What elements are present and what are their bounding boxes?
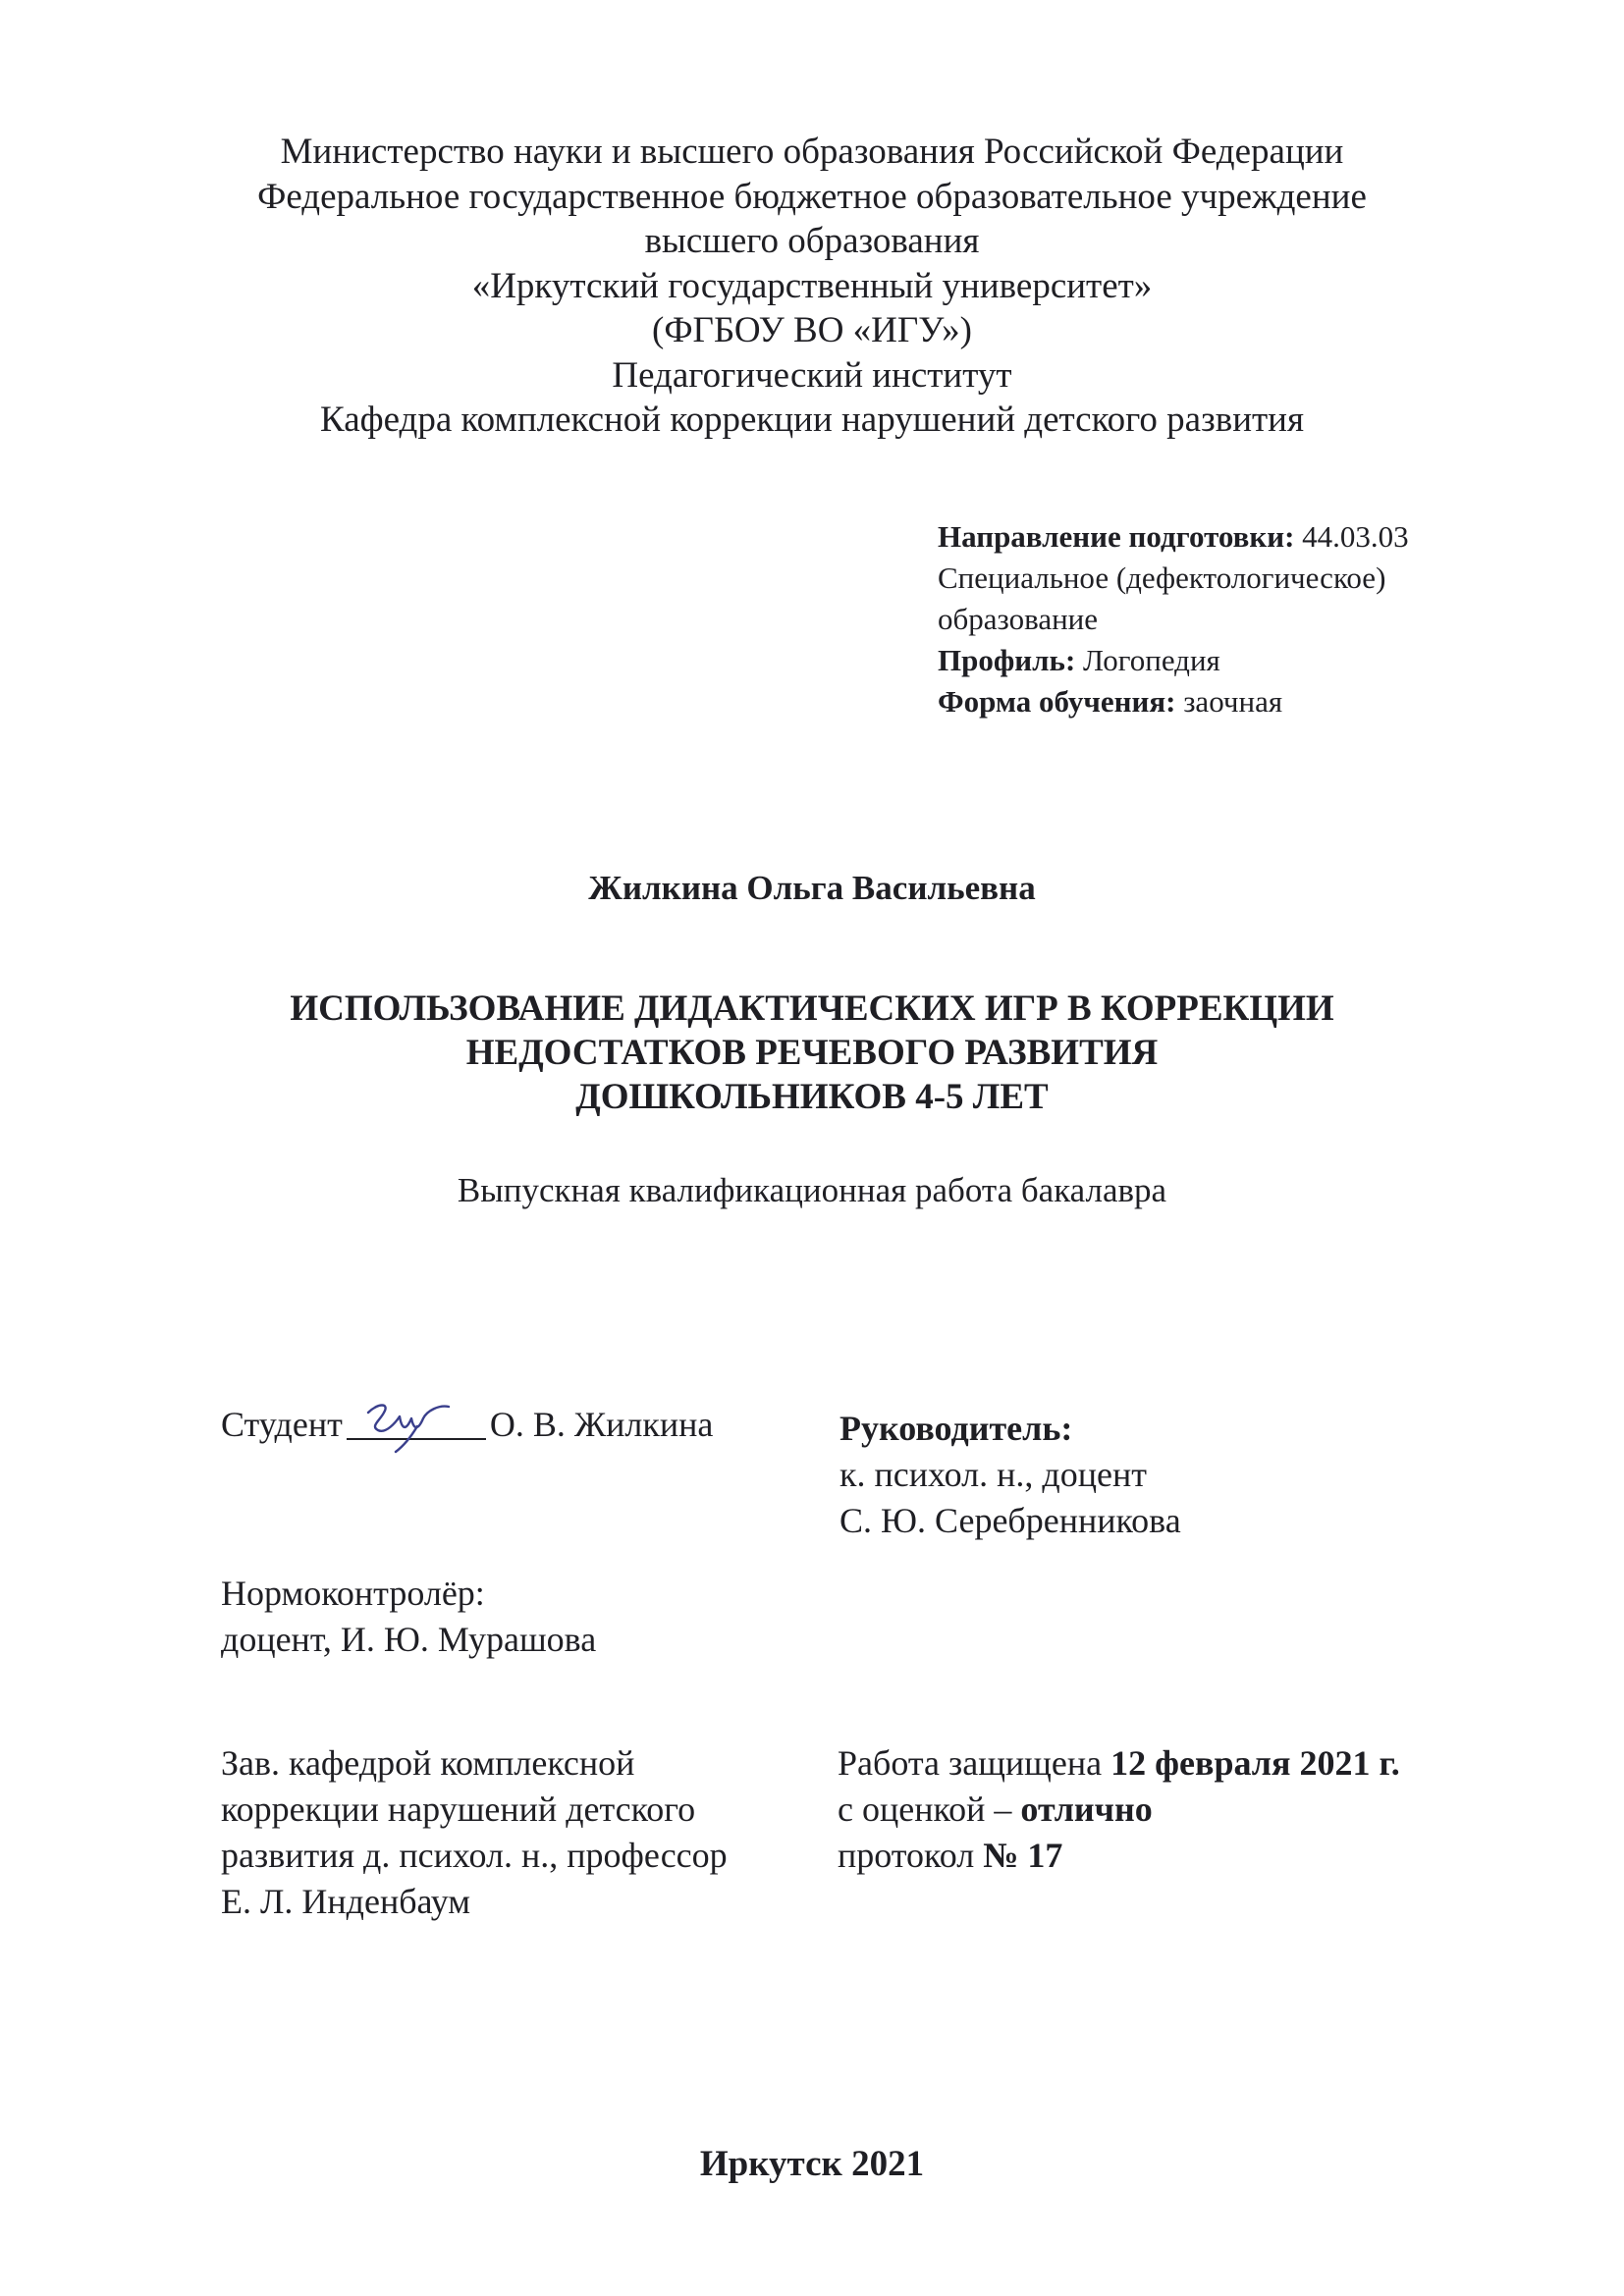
student-label: Студент: [221, 1405, 343, 1444]
normcontrol-name: доцент, И. Ю. Мурашова: [221, 1620, 597, 1659]
ministry-line: Министерство науки и высшего образования Российской Федерации: [280, 132, 1344, 172]
defense-grade-line: [838, 1787, 1400, 1833]
normcontrol-label: Нормоконтролёр:: [221, 1574, 485, 1613]
defense-block: [838, 1740, 1400, 1879]
defense-grade: отлично: [1020, 1789, 1153, 1829]
defense-protocol-line: [838, 1833, 1400, 1879]
thesis-title-line-1: ИСПОЛЬЗОВАНИЕ ДИДАКТИЧЕСКИХ ИГР В КОРРЕКЦИИ: [290, 988, 1334, 1029]
thesis-title: [0, 987, 1624, 1119]
direction-value: 44.03.03: [1294, 519, 1409, 554]
profile-value: Логопедия: [1075, 643, 1220, 677]
city-year: Иркутск 2021: [699, 2144, 925, 2184]
university-abbr-line: (ФГБОУ ВО «ИГУ»): [652, 310, 972, 350]
supervisor-label: Руководитель:: [839, 1409, 1073, 1448]
direction-line-3: образование: [938, 602, 1099, 636]
direction-label: Направление подготовки:: [938, 519, 1295, 554]
student-name: О. В. Жилкина: [489, 1405, 714, 1444]
thesis-title-line-2: НЕДОСТАТКОВ РЕЧЕВОГО РАЗВИТИЯ: [465, 1033, 1159, 1073]
institution-header: [0, 130, 1624, 443]
defense-text: Работа защищена: [838, 1743, 1111, 1783]
head-of-department-block: [221, 1740, 728, 1925]
profile-label: Профиль:: [938, 643, 1076, 677]
profile-line: [938, 640, 1448, 681]
institution-level-line: высшего образования: [644, 221, 980, 261]
normcontrol-block: [221, 1571, 596, 1663]
supervisor-name: С. Ю. Серебренникова: [839, 1501, 1181, 1540]
defense-date: 12 февраля 2021 г.: [1110, 1743, 1400, 1783]
study-form-value: заочная: [1175, 684, 1283, 719]
department-line: Кафедра комплексной коррекции нарушений детского развития: [320, 400, 1304, 440]
study-form-label: Форма обучения:: [938, 684, 1176, 719]
student-signature: [343, 1409, 490, 1448]
institution-type-line: Федеральное государственное бюджетное образовательное учреждение: [257, 176, 1367, 217]
author-name: Жилкина Ольга Васильевна: [588, 869, 1036, 907]
head-line-2: коррекции нарушений детского: [221, 1789, 696, 1829]
institute-line: Педагогический институт: [612, 354, 1012, 396]
university-name-line: «Иркутский государственный университет»: [471, 265, 1153, 306]
direction-line-2: Специальное (дефектологическое): [938, 561, 1386, 595]
handwritten-signature-icon: [352, 1393, 470, 1454]
work-type: Выпускная квалификационная работа бакалавра: [457, 1171, 1167, 1209]
student-line: [221, 1402, 713, 1448]
head-line-3: развития д. психол. н., профессор: [221, 1836, 728, 1875]
defense-date-line: [838, 1740, 1400, 1787]
direction-line: [938, 516, 1448, 558]
supervisor-block: [839, 1406, 1181, 1544]
grade-text: с оценкой –: [838, 1789, 1021, 1829]
study-details: [938, 516, 1448, 722]
protocol-text: протокол: [838, 1836, 984, 1875]
supervisor-degree: к. психол. н., доцент: [839, 1455, 1147, 1494]
head-name: Е. Л. Инденбаум: [221, 1882, 471, 1921]
protocol-number: № 17: [983, 1836, 1063, 1875]
thesis-title-line-3: ДОШКОЛЬНИКОВ 4-5 ЛЕТ: [575, 1077, 1049, 1117]
study-form-line: [938, 681, 1448, 722]
head-line-1: Зав. кафедрой комплексной: [221, 1743, 635, 1783]
